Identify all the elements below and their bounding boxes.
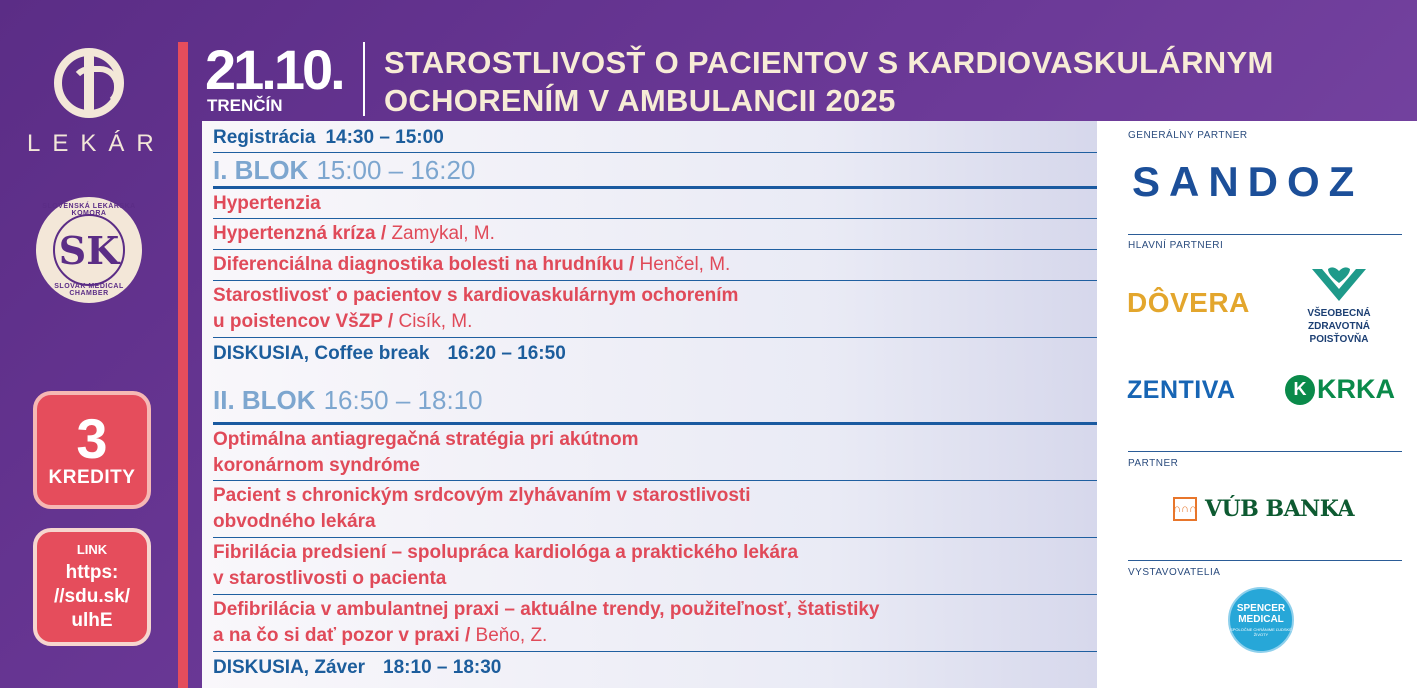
topic-title: Hypertenzná kríza / xyxy=(213,223,392,244)
dovera-logo: DÔVERA xyxy=(1127,287,1250,318)
topic-line1: Defibrilácia v ambulantnej praxi – aktuálne trendy, použiteľnosť, štatistiky xyxy=(213,599,880,620)
seal-letters: SK xyxy=(53,214,125,286)
krka-text: KRKA xyxy=(1317,374,1395,404)
link-url-line3[interactable]: ulhE xyxy=(71,609,113,631)
topic-line2: a na čo si dať pozor v praxi / xyxy=(213,625,476,646)
event-title: STAROSTLIVOSŤ O PACIENTOV S KARDIOVASKULÁRNYM OCHORENÍM V AMBULANCII 2025 xyxy=(384,45,1274,118)
spencer-line2: MEDICAL xyxy=(1238,614,1284,625)
block1-header xyxy=(213,155,1097,189)
registration-time: 14:30 – 15:00 xyxy=(325,127,444,148)
partners-divider xyxy=(1128,234,1402,235)
block2-name: II. BLOK xyxy=(213,385,316,415)
vszp-logo-text xyxy=(1293,307,1385,346)
topic-row xyxy=(213,540,1097,595)
registration-row xyxy=(213,127,1097,153)
vszp-heart-icon xyxy=(1308,265,1370,305)
vub-arches-icon: ∩∩∩ xyxy=(1173,497,1197,521)
sandoz-logo: SANDOZ xyxy=(1132,158,1364,205)
credits-number: 3 xyxy=(76,407,108,470)
topic-author: Cisík, M. xyxy=(398,311,473,332)
partner-label: PARTNER xyxy=(1128,458,1179,469)
credits-badge xyxy=(33,391,151,509)
partners-divider xyxy=(1128,451,1402,452)
link-url-line1[interactable]: https: xyxy=(65,561,119,583)
discussion-time: 18:10 – 18:30 xyxy=(383,657,502,678)
topic-row xyxy=(213,221,1097,250)
topic-author: Beňo, Z. xyxy=(475,625,548,646)
topic-title-line1: Starostlivosť o pacientov s kardiovaskulárnym ochorením xyxy=(213,285,739,306)
topic-row xyxy=(213,597,1097,652)
exhibitors-label: VYSTAVOVATELIA xyxy=(1128,567,1221,578)
block2-discussion-row xyxy=(213,657,1097,685)
vszp-line1: VŠEOBECNÁ xyxy=(1307,308,1371,319)
topic-row xyxy=(213,191,1097,219)
partners-divider xyxy=(1128,560,1402,561)
topic-title-line2: u poistencov VšZP / xyxy=(213,311,399,332)
block1-name: I. BLOK xyxy=(213,155,309,185)
zentiva-logo: ZENTIVA xyxy=(1127,376,1236,404)
slovak-medical-chamber-seal xyxy=(36,197,142,303)
registration-label: Registrácia xyxy=(213,127,316,148)
vub-text: VÚB BANKA xyxy=(1205,496,1355,522)
topic-title: Hypertenzia xyxy=(213,193,321,214)
seal-ring-bottom-text: SLOVAK MEDICAL CHAMBER xyxy=(54,283,124,297)
lekar-logo-icon xyxy=(54,48,124,118)
vszp-line2: ZDRAVOTNÁ xyxy=(1307,321,1371,332)
credits-label: KREDITY xyxy=(48,467,136,488)
topic-line2: obvodného lekára xyxy=(213,511,376,532)
program-panel xyxy=(202,121,1098,688)
main-partners-label: HLAVNÍ PARTNERI xyxy=(1128,240,1224,251)
block1-discussion-row xyxy=(213,343,1097,371)
topic-row xyxy=(213,283,1097,338)
discussion-time: 16:20 – 16:50 xyxy=(447,343,566,364)
link-url-line2[interactable]: //sdu.sk/ xyxy=(53,585,131,607)
partners-panel xyxy=(1097,121,1417,688)
block2-header xyxy=(213,385,1097,425)
seal-ring-top-text: SLOVENSKÁ LEKÁRSKA KOMORA xyxy=(42,203,136,217)
link-label: LINK xyxy=(76,541,108,557)
spencer-medical-logo xyxy=(1228,587,1294,653)
block2-time: 16:50 – 18:10 xyxy=(323,385,483,415)
discussion-label: DISKUSIA, Záver xyxy=(213,657,366,678)
topic-row xyxy=(213,252,1097,281)
registration-link-button[interactable] xyxy=(33,528,151,646)
topic-line1: Pacient s chronickým srdcovým zlyhávaním v starostlivosti xyxy=(213,485,751,506)
spencer-tagline: SPOLOČNE CHRÁNIME ĽUDSKÉ ŽIVOTY xyxy=(1230,627,1292,637)
lekar-logo-text: LEKÁR xyxy=(27,130,166,157)
krka-logo xyxy=(1285,374,1395,405)
topic-line2: koronárnom syndróme xyxy=(213,455,420,476)
event-city: TRENČÍN xyxy=(207,96,283,115)
event-date: 21.10. xyxy=(205,38,343,101)
krka-k-icon: K xyxy=(1285,375,1315,405)
vszp-line3: POISŤOVŇA xyxy=(1309,334,1369,345)
topic-line1: Optimálna antiagregačná stratégia pri akútnom xyxy=(213,429,639,450)
discussion-label: DISKUSIA, Coffee break xyxy=(213,343,430,364)
topic-line1: Fibrilácia predsiení – spolupráca kardiológa a praktického lekára xyxy=(213,542,799,563)
block1-time: 15:00 – 16:20 xyxy=(316,155,476,185)
accent-bar xyxy=(178,42,188,688)
vub-banka-logo xyxy=(1173,496,1354,522)
topic-row xyxy=(213,427,1097,481)
header-divider xyxy=(363,42,365,116)
spencer-line1: SPENCER xyxy=(1236,603,1286,614)
topic-line2: v starostlivosti o pacienta xyxy=(213,568,447,589)
general-partner-label: GENERÁLNY PARTNER xyxy=(1128,130,1248,141)
topic-row xyxy=(213,483,1097,538)
topic-title: Diferenciálna diagnostika bolesti na hrudníku / xyxy=(213,254,640,275)
topic-author: Henčel, M. xyxy=(639,254,731,275)
topic-author: Zamykal, M. xyxy=(391,223,495,244)
